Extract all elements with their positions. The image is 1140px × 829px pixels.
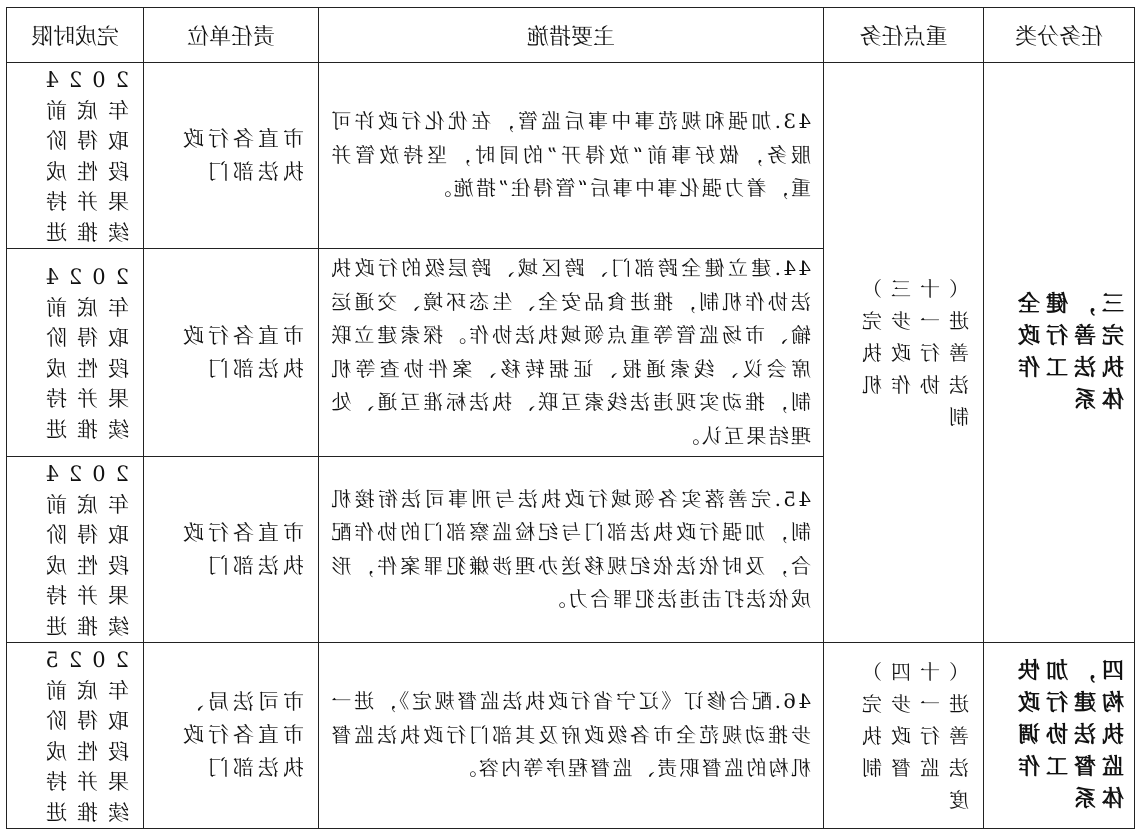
deadline-cell: 2025年底前取得阶段性成果并持续推进 bbox=[7, 643, 144, 829]
category-cell: 四，加快构建行政执法协调监督工作体系 bbox=[984, 643, 1135, 829]
policy-task-table bbox=[6, 7, 1135, 829]
header-task: 重点任务 bbox=[824, 8, 984, 63]
header-category: 任务分类 bbox=[984, 8, 1135, 63]
header-unit: 责任单位 bbox=[144, 8, 319, 63]
unit-cell: 市直各行政执法部门 bbox=[144, 63, 319, 249]
measure-cell: 46.配合修订《辽宁省行政执法监督规定》，进一步推动规范全市各级政府及其部门行政执法监督机构的监督职责、监督程序等内容。 bbox=[319, 643, 824, 829]
table-header-row bbox=[7, 8, 1135, 63]
category-cell: 三，健全完善行政执法工作体系 bbox=[984, 63, 1135, 643]
unit-cell: 市直各行政执法部门 bbox=[144, 249, 319, 457]
task-cell: （十四）进一步完善行政执法监督制度 bbox=[824, 643, 984, 829]
measure-cell: 44.建立健全跨部门、跨区域、跨层级的行政执法协作机制，推进食品安全、生态环境、交通运输、市场监管等重点领域执法协作。探索建立联席会议、线索通报、证据转移、案件协查等机制，推动实现违法线索互联、执法标准互通、处理结果互认。 bbox=[319, 249, 824, 457]
deadline-cell: 2024年底前取得阶段性成果并持续推进 bbox=[7, 457, 144, 643]
header-measure: 主要措施 bbox=[319, 8, 824, 63]
header-deadline: 完成时限 bbox=[7, 8, 144, 63]
measure-cell: 45.完善落实各领域行政执法与刑事司法衔接机制，加强行政执法部门与纪检监察部门的协作配合，及时依法依纪规移送办理涉嫌犯罪案件，形成依法打击违法犯罪合力。 bbox=[319, 457, 824, 643]
unit-cell: 市司法局、市直各行政执法部门 bbox=[144, 643, 319, 829]
deadline-cell: 2024年底前取得阶段性成果并持续推进 bbox=[7, 63, 144, 249]
table-row bbox=[7, 643, 1135, 829]
deadline-cell: 2024年底前取得阶段性成果并持续推进 bbox=[7, 249, 144, 457]
task-cell: （十三）进一步完善行政执法协作机制 bbox=[824, 63, 984, 643]
table-row bbox=[7, 63, 1135, 249]
measure-cell: 43.加强和规范事中事后监管，在优化行政许可服务，做好事前“放得开”的同时，坚持放管并重，着力强化事中事后“管得住”措施。 bbox=[319, 63, 824, 249]
unit-cell: 市直各行政执法部门 bbox=[144, 457, 319, 643]
